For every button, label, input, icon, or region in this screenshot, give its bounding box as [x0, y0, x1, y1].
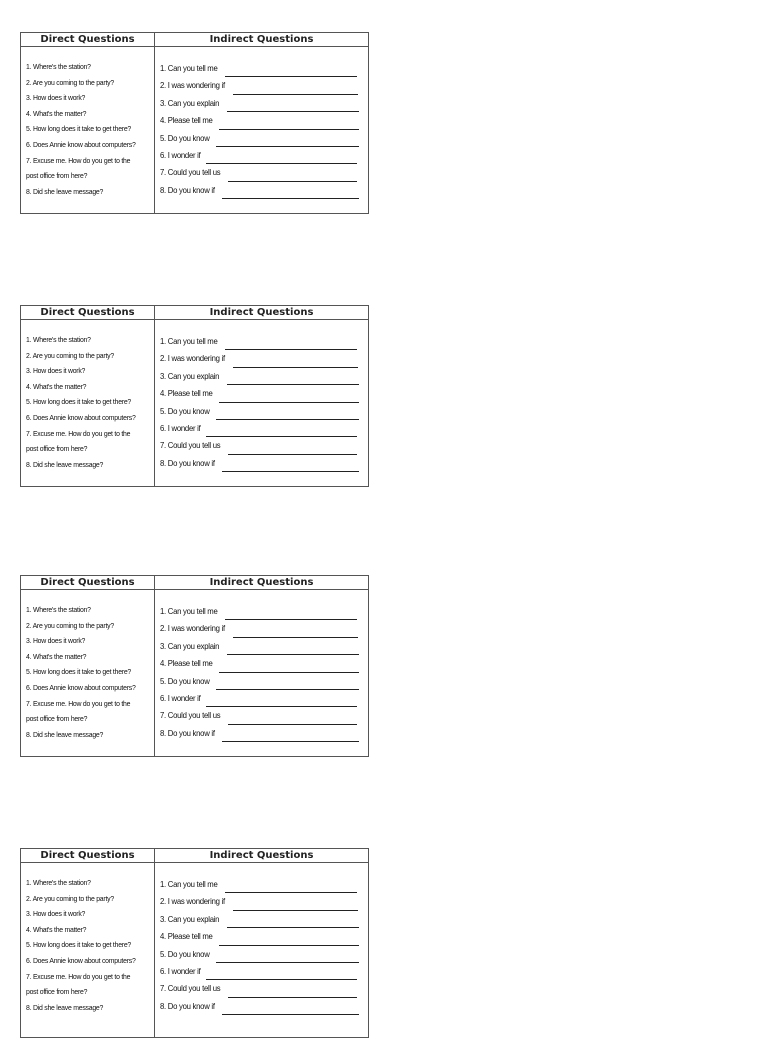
answer-blank[interactable] [225, 64, 357, 77]
direct-question: 5. How long does it take to get there? [26, 124, 132, 134]
indirect-question-prompt: 5. Do you know [160, 132, 210, 143]
indirect-question [160, 998, 368, 1015]
indirect-question-prompt: 1. Can you tell me [160, 63, 218, 73]
direct-questions-list [21, 320, 154, 498]
indirect-question [160, 725, 368, 742]
direct-question: 3. How does it work? [26, 909, 86, 919]
table-header-row [21, 33, 368, 47]
table-body-row [21, 320, 368, 486]
indirect-question [160, 60, 368, 77]
indirect-questions-header: Indirect Questions [209, 307, 314, 318]
indirect-question-prompt: 1. Can you tell me [160, 336, 218, 346]
indirect-question [160, 707, 368, 724]
indirect-questions-list [155, 47, 368, 199]
answer-blank[interactable] [216, 134, 359, 147]
direct-questions-cell [21, 320, 155, 486]
direct-question: 8. Did she leave message? [26, 729, 104, 739]
indirect-question [160, 980, 368, 997]
direct-question: 6. Does Annie know about computers? [26, 412, 136, 422]
answer-blank[interactable] [228, 985, 357, 998]
direct-question: 2. Are you coming to the party? [26, 350, 114, 360]
answer-blank[interactable] [225, 337, 357, 350]
indirect-question [160, 420, 368, 437]
indirect-question [160, 673, 368, 690]
direct-question: 1. Where's the station? [26, 878, 91, 887]
direct-question: 7. Excuse me. How do you get to the [26, 698, 131, 708]
indirect-question [160, 876, 368, 893]
worksheet-table [20, 32, 369, 214]
direct-question: 6. Does Annie know about computers? [26, 139, 136, 149]
direct-question: 7. Excuse me. How do you get to the [26, 428, 131, 438]
indirect-question-prompt: 8. Do you know if [160, 184, 215, 195]
answer-blank[interactable] [227, 99, 359, 112]
answer-blank[interactable] [227, 642, 359, 655]
answer-blank[interactable] [206, 967, 357, 980]
indirect-question-prompt: 3. Can you explain [160, 640, 220, 651]
answer-blank[interactable] [222, 1002, 359, 1015]
indirect-question-prompt: 8. Do you know if [160, 457, 215, 468]
indirect-question-prompt: 4. Please tell me [160, 115, 213, 126]
indirect-question-prompt: 3. Can you explain [160, 97, 220, 108]
indirect-question [160, 928, 368, 945]
answer-blank[interactable] [216, 677, 359, 690]
indirect-question-prompt: 7. Could you tell us [160, 710, 221, 721]
indirect-question-prompt: 5. Do you know [160, 948, 210, 959]
indirect-question [160, 437, 368, 454]
answer-blank[interactable] [233, 355, 358, 368]
direct-question: 5. How long does it take to get there? [26, 667, 132, 677]
answer-blank[interactable] [222, 186, 359, 199]
indirect-questions-header: Indirect Questions [209, 34, 314, 45]
answer-blank[interactable] [206, 694, 357, 707]
indirect-question-prompt: 1. Can you tell me [160, 606, 218, 616]
indirect-questions-cell [155, 590, 368, 756]
worksheet-table [20, 575, 369, 757]
direct-question: 7. Excuse me. How do you get to the [26, 971, 131, 981]
direct-questions-list [21, 590, 154, 768]
direct-questions-header: Direct Questions [21, 33, 155, 46]
answer-blank[interactable] [233, 898, 358, 911]
indirect-question [160, 963, 368, 980]
table-header-row [21, 849, 368, 863]
direct-questions-list [21, 47, 154, 225]
indirect-question-prompt: 4. Please tell me [160, 658, 213, 669]
direct-question: 8. Did she leave message? [26, 459, 104, 469]
table-body-row [21, 47, 368, 213]
indirect-question [160, 95, 368, 112]
indirect-question [160, 368, 368, 385]
indirect-question-prompt: 4. Please tell me [160, 388, 213, 399]
answer-blank[interactable] [219, 390, 359, 403]
indirect-question [160, 403, 368, 420]
indirect-question-prompt: 6. I wonder if [160, 423, 201, 434]
indirect-question-prompt: 5. Do you know [160, 675, 210, 686]
direct-question: 2. Are you coming to the party? [26, 77, 114, 87]
indirect-question [160, 603, 368, 620]
indirect-question [160, 350, 368, 367]
answer-blank[interactable] [233, 82, 358, 95]
direct-question: 2. Are you coming to the party? [26, 893, 114, 903]
direct-question: 4. What's the matter? [26, 651, 87, 661]
direct-question: 5. How long does it take to get there? [26, 940, 132, 950]
indirect-questions-cell [155, 320, 368, 486]
indirect-question [160, 655, 368, 672]
table-body-row [21, 863, 368, 1037]
indirect-question [160, 147, 368, 164]
direct-question: 3. How does it work? [26, 93, 86, 103]
indirect-question [160, 946, 368, 963]
direct-questions-header: Direct Questions [21, 849, 155, 862]
indirect-question-prompt: 7. Could you tell us [160, 440, 221, 451]
indirect-question [160, 911, 368, 928]
table-header-row [21, 576, 368, 590]
indirect-question [160, 620, 368, 637]
indirect-question [160, 455, 368, 472]
indirect-question-prompt: 8. Do you know if [160, 1000, 215, 1011]
indirect-question-prompt: 4. Please tell me [160, 931, 213, 942]
direct-question: post office from here? [26, 444, 88, 454]
answer-blank[interactable] [225, 607, 357, 620]
indirect-question [160, 893, 368, 910]
indirect-question-prompt: 8. Do you know if [160, 727, 215, 738]
indirect-question-prompt: 7. Could you tell us [160, 983, 221, 994]
direct-question: post office from here? [26, 171, 88, 181]
indirect-question [160, 182, 368, 199]
direct-question: post office from here? [26, 714, 88, 724]
indirect-questions-list [155, 590, 368, 742]
answer-blank[interactable] [228, 442, 357, 455]
worksheet-table [20, 848, 369, 1038]
indirect-question-prompt: 2. I was wondering if [160, 896, 225, 907]
answer-blank[interactable] [222, 459, 359, 472]
direct-questions-list [21, 863, 154, 1049]
answer-blank[interactable] [228, 712, 357, 725]
indirect-question [160, 638, 368, 655]
indirect-question-prompt: 3. Can you explain [160, 913, 220, 924]
indirect-question [160, 690, 368, 707]
direct-question: 6. Does Annie know about computers? [26, 682, 136, 692]
direct-question: 5. How long does it take to get there? [26, 397, 132, 407]
indirect-question [160, 112, 368, 129]
answer-blank[interactable] [227, 915, 359, 928]
indirect-question-prompt: 2. I was wondering if [160, 353, 225, 364]
direct-question: 1. Where's the station? [26, 335, 91, 344]
answer-blank[interactable] [219, 117, 359, 130]
direct-question: 7. Excuse me. How do you get to the [26, 155, 131, 165]
answer-blank[interactable] [219, 660, 359, 673]
indirect-question-prompt: 2. I was wondering if [160, 623, 225, 634]
answer-blank[interactable] [228, 169, 357, 182]
answer-blank[interactable] [206, 424, 357, 437]
direct-questions-header: Direct Questions [21, 576, 155, 589]
indirect-question [160, 130, 368, 147]
indirect-question-prompt: 7. Could you tell us [160, 167, 221, 178]
direct-question: 4. What's the matter? [26, 381, 87, 391]
answer-blank[interactable] [216, 950, 359, 963]
indirect-questions-cell [155, 47, 368, 213]
indirect-question-prompt: 6. I wonder if [160, 693, 201, 704]
direct-questions-header: Direct Questions [21, 306, 155, 319]
answer-blank[interactable] [227, 372, 359, 385]
answer-blank[interactable] [219, 933, 359, 946]
answer-blank[interactable] [206, 151, 357, 164]
direct-question: 2. Are you coming to the party? [26, 620, 114, 630]
direct-question: 1. Where's the station? [26, 62, 91, 71]
direct-question: 8. Did she leave message? [26, 186, 104, 196]
indirect-question-prompt: 6. I wonder if [160, 966, 201, 977]
direct-question: 6. Does Annie know about computers? [26, 955, 136, 965]
direct-question: 4. What's the matter? [26, 924, 87, 934]
answer-blank[interactable] [222, 729, 359, 742]
answer-blank[interactable] [225, 880, 357, 893]
direct-question: post office from here? [26, 987, 88, 997]
answer-blank[interactable] [216, 407, 359, 420]
indirect-questions-cell [155, 863, 368, 1037]
indirect-question [160, 385, 368, 402]
indirect-question-prompt: 1. Can you tell me [160, 879, 218, 889]
indirect-question [160, 164, 368, 181]
worksheet-table [20, 305, 369, 487]
indirect-questions-header: Indirect Questions [209, 850, 314, 861]
direct-questions-cell [21, 863, 155, 1037]
indirect-question-prompt: 5. Do you know [160, 405, 210, 416]
indirect-questions-header: Indirect Questions [209, 577, 314, 588]
table-header-row [21, 306, 368, 320]
direct-question: 4. What's the matter? [26, 108, 87, 118]
direct-question: 1. Where's the station? [26, 605, 91, 614]
indirect-question-prompt: 3. Can you explain [160, 370, 220, 381]
direct-question: 3. How does it work? [26, 366, 86, 376]
indirect-question-prompt: 6. I wonder if [160, 150, 201, 161]
direct-questions-cell [21, 47, 155, 213]
direct-questions-cell [21, 590, 155, 756]
indirect-question-prompt: 2. I was wondering if [160, 80, 225, 91]
indirect-question [160, 333, 368, 350]
table-body-row [21, 590, 368, 756]
indirect-question [160, 77, 368, 94]
answer-blank[interactable] [233, 625, 358, 638]
direct-question: 8. Did she leave message? [26, 1002, 104, 1012]
indirect-questions-list [155, 863, 368, 1015]
direct-question: 3. How does it work? [26, 636, 86, 646]
indirect-questions-list [155, 320, 368, 472]
